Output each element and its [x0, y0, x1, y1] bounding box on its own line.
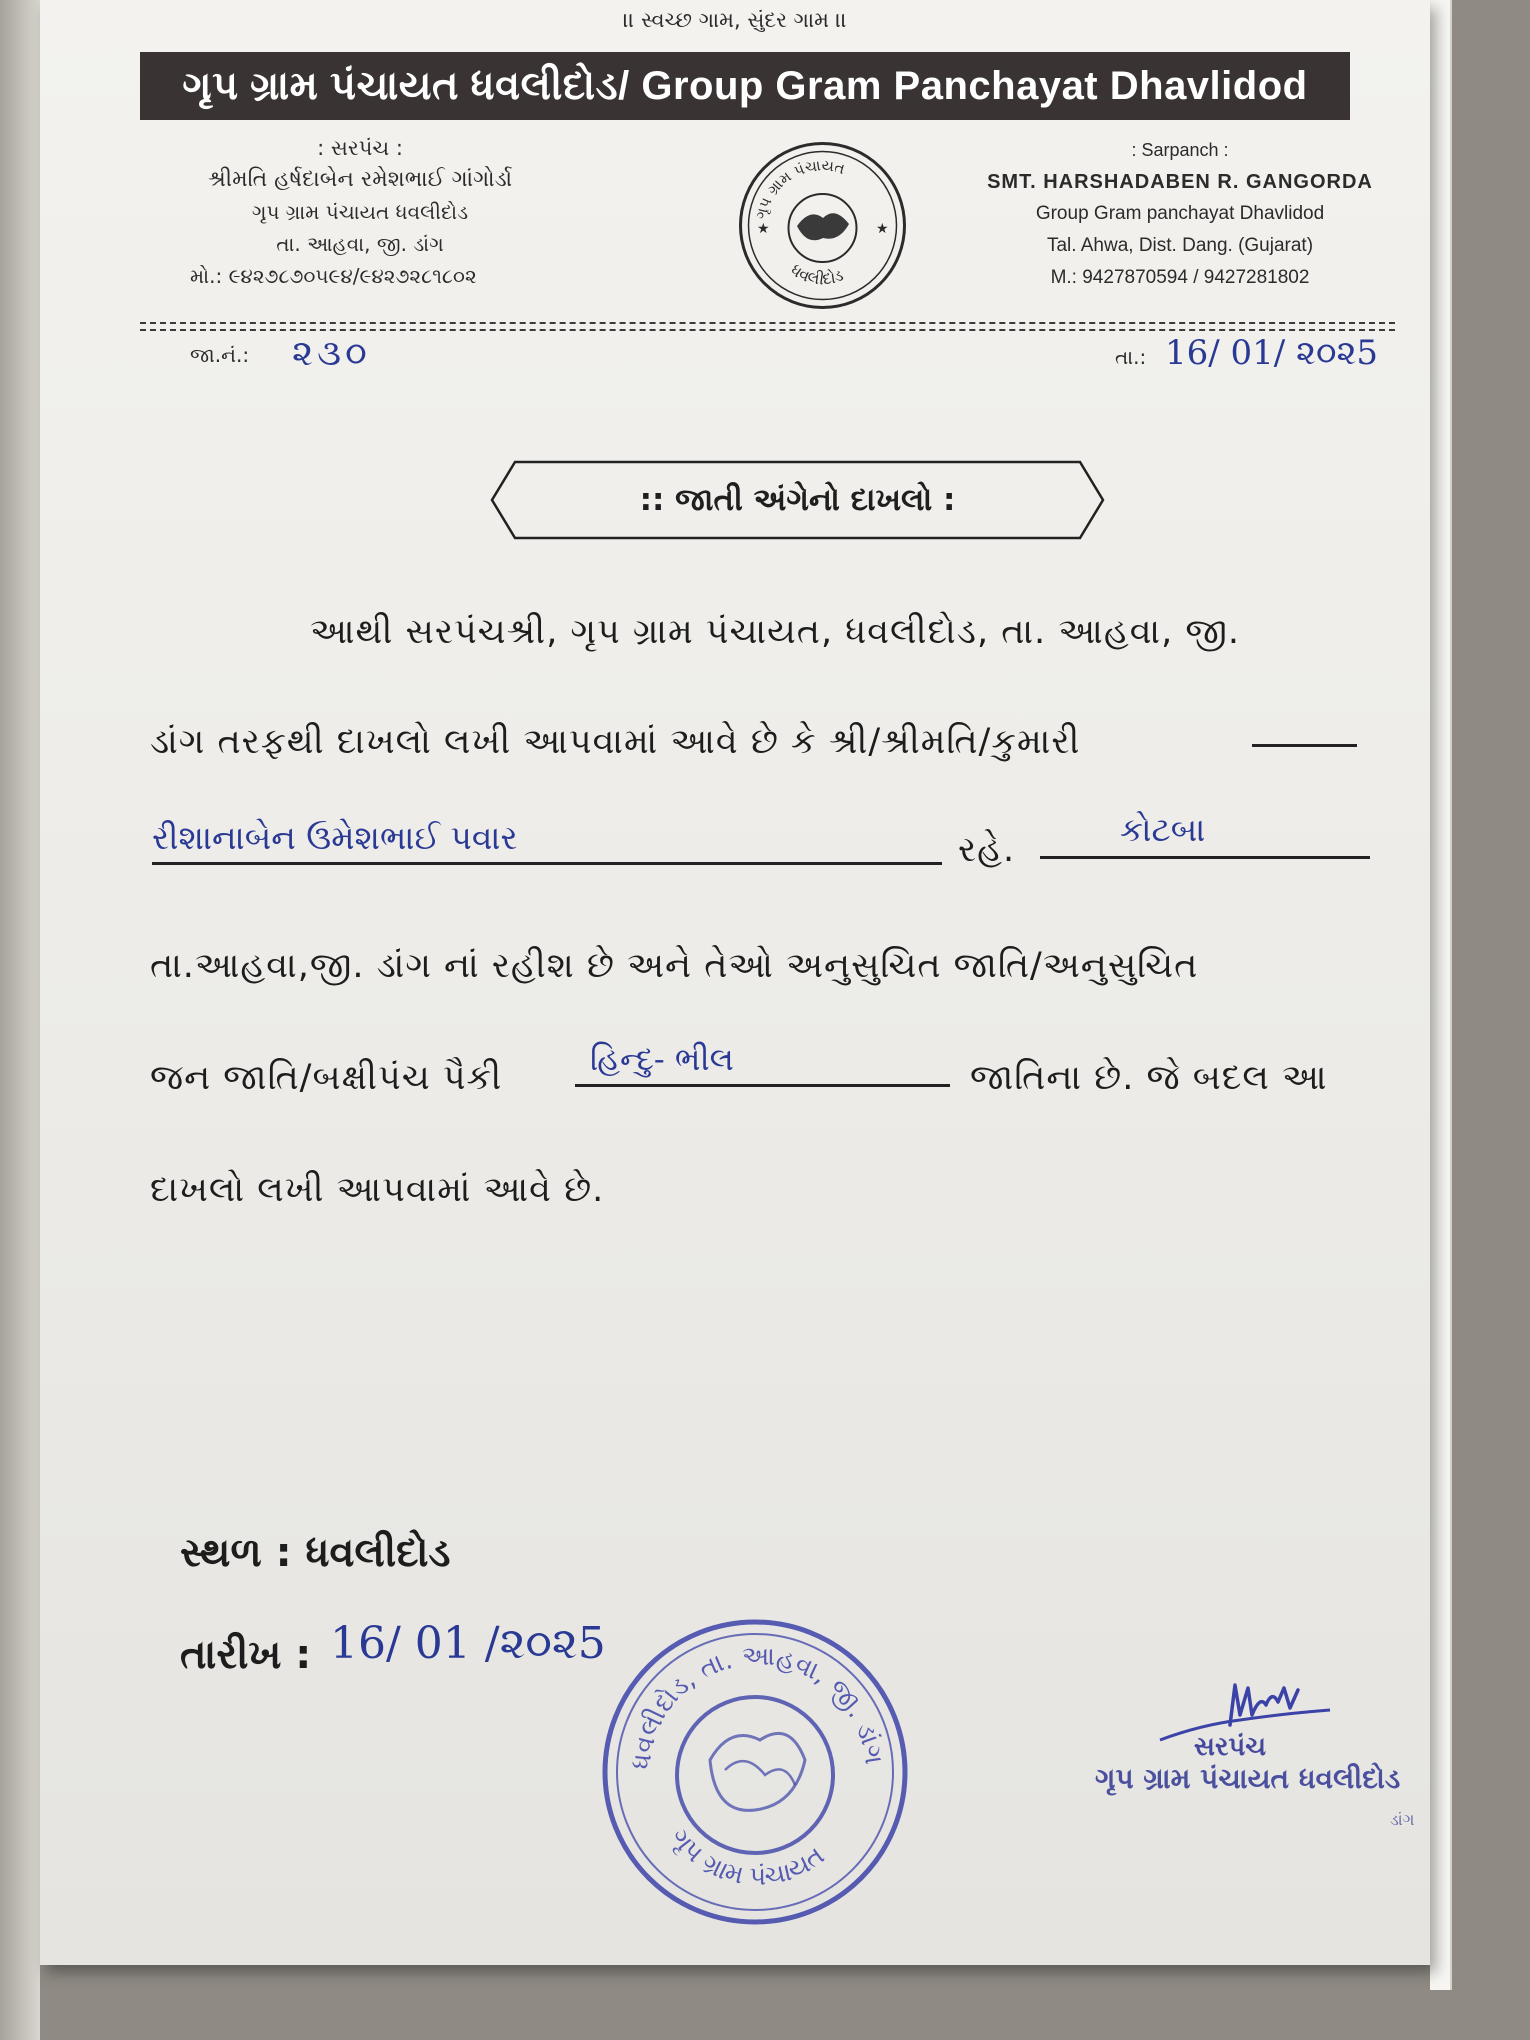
issue-date-value: 16/ 01/ ૨૦૨5	[1165, 333, 1379, 373]
handwritten-village: કોટબા	[1120, 810, 1206, 849]
signatory-organization: ગૃપ ગ્રામ પંચાયત ધવલીદોડ	[1095, 1762, 1401, 1795]
body-line-6: દાખલો લખી આપવામાં આવે છે.	[150, 1170, 605, 1210]
seal-bottom-text: ધવલીદોડ	[787, 260, 846, 289]
stamp-top-text: ધવલીદોડ, તા. આહવા, જી. ડાંગ	[626, 1641, 889, 1771]
footer-date-value: 16/ 01 /૨૦૨5	[330, 1618, 606, 1669]
body-line-1: આથી સરપંચશ્રી, ગૃપ ગ્રામ પંચાયત, ધવલીદોડ, તા. આહવા, જી.	[310, 612, 1240, 652]
sarpanch-english-block	[920, 134, 1440, 294]
name-underline	[152, 862, 942, 865]
svg-text:★: ★	[876, 221, 889, 237]
body-line-4: તા.આહવા,જી. ડાંગ નાં રહીશ છે અને તેઓ અનુસુચિત જાતિ/અનુસુચિત	[150, 946, 1199, 986]
sarpanch-org-en: Group Gram panchayat Dhavlidod	[1035, 203, 1325, 224]
panchayat-logo-seal	[735, 138, 910, 313]
body-line-2: ડાંગ તરફથી દાખલો લખી આપવામાં આવે છે કે શ્રી/શ્રીમતિ/કુમારી	[150, 722, 1081, 762]
name-fill-line-end	[1252, 744, 1357, 747]
sarpanch-name-gu: શ્રીમતિ હર્ષદાબેન રમેશભાઈ ગાંગોર્ડા	[207, 167, 513, 192]
sarpanch-org-gu: ગૃપ ગ્રામ પંચાયત ધવલીદોડ	[251, 200, 469, 224]
panchayat-round-stamp	[595, 1610, 915, 1930]
certificate-title: :: જાતી અંગેનો દાખલો :	[639, 482, 956, 518]
svg-text:★: ★	[757, 221, 770, 237]
body-line-5-start: જન જાતિ/બક્ષીપંચ પૈકી	[150, 1058, 503, 1098]
svg-text:ધવલીદોડ, તા. આહવા, જી. ડાંગ	[627, 1642, 889, 1771]
residence-label: રહે.	[958, 830, 1016, 870]
issue-date-label: તા.:	[1115, 345, 1147, 369]
body-line-5-end: જાતિના છે. જે બદલ આ	[970, 1058, 1328, 1098]
sarpanch-phone-gu: મો.: ૯૪૨૭૮૭૦૫૯૪/૯૪૨૭૨૮૧૮૦૨	[190, 264, 477, 288]
background-shadow	[0, 0, 40, 2040]
sarpanch-title-gu: : સરપંચ :	[317, 136, 403, 160]
place-field: સ્થળ : ધવલીદોડ	[180, 1530, 451, 1576]
paper-stack-edge	[1430, 0, 1452, 1990]
handwritten-caste: હિન્દુ- ભીલ	[590, 1040, 734, 1078]
header-divider-2	[140, 329, 1395, 331]
header-divider	[140, 322, 1395, 324]
handwritten-name: રીશાનાબેન ઉમેશભાઈ પવાર	[152, 818, 518, 857]
seal-top-text: ગૃપ ગ્રામ પંચાયત	[751, 156, 847, 221]
sarpanch-address-gu: તા. આહવા, જી. ડાંગ	[276, 232, 444, 256]
sarpanch-name-en: SMT. HARSHADABEN R. GANGORDA	[987, 171, 1373, 193]
sarpanch-gujarati-block	[140, 132, 580, 292]
motto: ।। સ્વચ્છ ગામ, સુંદર ગામ ।।	[623, 8, 847, 32]
signatory-district: ડાંગ	[1390, 1810, 1415, 1829]
svg-text:ધવલીદોડ	[787, 260, 846, 289]
certificate-page	[40, 0, 1430, 1965]
caste-underline	[575, 1084, 950, 1087]
village-underline	[1040, 856, 1370, 859]
sarpanch-phone-en: M.: 9427870594 / 9427281802	[1050, 267, 1310, 288]
reference-number-value: ૨૩૦	[292, 333, 371, 374]
signatory-title: સરપંચ	[1193, 1732, 1267, 1762]
sarpanch-title-en: : Sarpanch :	[1131, 140, 1229, 160]
letterhead-banner: ગૃપ ગ્રામ પંચાયત ધવલીદોડ/ Group Gram Panchayat Dhavlidod	[140, 52, 1350, 120]
footer-date-label: તારીખ :	[180, 1632, 312, 1678]
stamp-bottom-text: ગૃપ ગ્રામ પંચાયત	[663, 1823, 831, 1893]
sarpanch-address-en: Tal. Ahwa, Dist. Dang. (Gujarat)	[1046, 235, 1314, 256]
reference-number-label: જા.નં.:	[190, 343, 250, 367]
